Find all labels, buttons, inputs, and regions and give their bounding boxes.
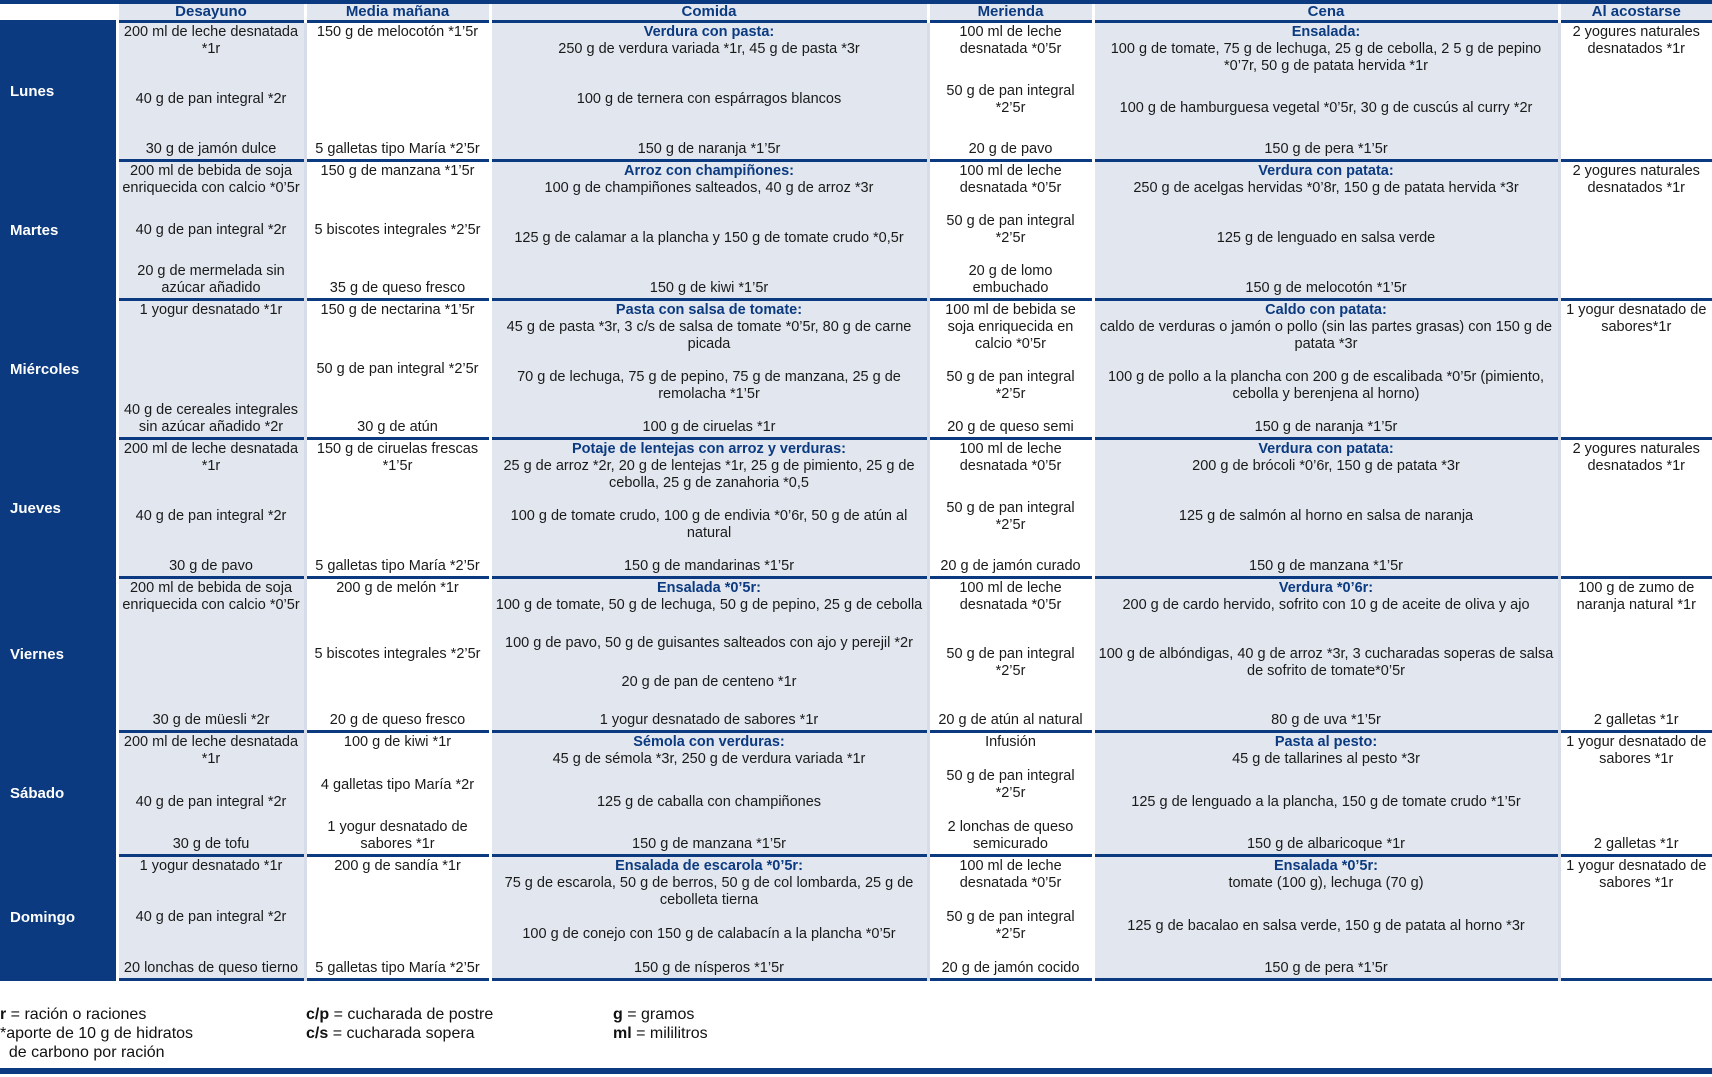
day-row — [0, 732, 1712, 856]
meal-item: 100 g de zumo de naranja natural *1r — [1576, 580, 1696, 613]
cell-media-manana — [305, 578, 490, 732]
meal-item: 125 g de calamar a la plancha y 150 g de tomate crudo *0,5r — [514, 230, 904, 246]
meal-item: 40 g de pan integral *2r — [135, 793, 287, 810]
header-row — [0, 4, 1712, 22]
meal-item: 150 g de melocotón *1’5r — [1245, 280, 1407, 296]
meal-item: 100 ml de leche desnatada *0’5r — [959, 858, 1062, 891]
meal-item: 100 g de champiñones salteados, 40 g de arroz *3r — [544, 180, 874, 196]
meal-item: 200 g de melón *1r — [336, 580, 459, 596]
meal-item: 100 ml de leche desnatada *0’5r — [959, 580, 1062, 613]
meal-item: 40 g de pan integral *2r — [135, 909, 287, 925]
meal-item: 35 g de queso fresco — [329, 280, 466, 296]
dish-title: Sémola con verduras: — [633, 734, 785, 750]
header-cena: Cena — [1093, 4, 1559, 22]
meal-item: 20 g de queso fresco — [329, 712, 466, 728]
cell-media-manana — [305, 732, 490, 856]
meal-item: 50 g de pan integral *2’5r — [946, 499, 1075, 533]
cell-al-acostarse — [1559, 856, 1712, 980]
cell-al-acostarse — [1559, 732, 1712, 856]
meal-item: 2 yogures naturales desnatados *1r — [1572, 441, 1700, 474]
meal-item: 125 g de lenguado en salsa verde — [1216, 230, 1436, 246]
meal-item: 100 g de albóndigas, 40 g de arroz *3r, 3 cucharadas soperas de salsa de sofrito de tomate*0’5r — [1098, 646, 1554, 679]
meal-item: 2 galletas *1r — [1593, 712, 1679, 728]
meal-item: 50 g de pan integral *2’5r — [946, 82, 1075, 116]
header-media-manana: Media mañana — [305, 4, 490, 22]
meal-item: 50 g de pan integral *2’5r — [316, 360, 479, 377]
cell-merienda — [928, 856, 1093, 980]
cell-al-acostarse — [1559, 22, 1712, 161]
cell-cena — [1093, 732, 1559, 856]
meal-item: 100 ml de leche desnatada *0’5r — [959, 163, 1062, 196]
meal-item: 200 g de cardo hervido, sofrito con 10 g de aceite de oliva y ajo — [1122, 597, 1530, 613]
cell-merienda — [928, 161, 1093, 300]
meal-item: 20 g de lomo embuchado — [968, 263, 1053, 296]
dish-title: Ensalada *0’5r: — [657, 580, 761, 596]
meal-item: 150 g de mandarinas *1’5r — [623, 558, 795, 574]
meal-item: 45 g de tallarines al pesto *3r — [1232, 751, 1420, 767]
cell-al-acostarse — [1559, 578, 1712, 732]
meal-item: 100 ml de leche desnatada *0’5r — [959, 24, 1062, 57]
meal-item: 150 g de manzana *1’5r — [632, 836, 786, 852]
meal-item: 100 g de conejo con 150 g de calabacín a la plancha *0’5r — [522, 926, 896, 942]
cell-cena — [1093, 300, 1559, 439]
meal-item: 150 g de pera *1’5r — [1264, 960, 1388, 976]
meal-item: 5 biscotes integrales *2’5r — [314, 221, 481, 238]
meal-item: 20 g de atún al natural — [938, 712, 1083, 728]
meal-item: 2 lonchas de queso semicurado — [947, 819, 1074, 852]
cell-comida — [490, 161, 928, 300]
cell-comida — [490, 300, 928, 439]
cell-desayuno — [117, 578, 305, 732]
meal-item: 125 g de salmón al horno en salsa de naranja — [1178, 508, 1474, 524]
cell-al-acostarse — [1559, 439, 1712, 578]
cell-comida — [490, 439, 928, 578]
cell-desayuno — [117, 161, 305, 300]
legend-item: ml = mililitros — [613, 1025, 708, 1042]
cell-cena — [1093, 439, 1559, 578]
cell-merienda — [928, 578, 1093, 732]
meal-item: 30 g de müesli *2r — [152, 712, 270, 728]
meal-item: 150 g de albaricoque *1r — [1246, 836, 1405, 852]
meal-item: 4 galletas tipo María *2r — [320, 776, 475, 793]
dish-title: Verdura con patata: — [1258, 441, 1394, 457]
cell-media-manana — [305, 856, 490, 980]
meal-item: 250 g de verdura variada *1r, 45 g de pasta *3r — [558, 41, 860, 57]
meal-item: 50 g de pan integral *2’5r — [946, 768, 1075, 801]
cell-merienda — [928, 439, 1093, 578]
meal-item: 1 yogur desnatado de sabores *1r — [327, 819, 468, 852]
cell-cena — [1093, 161, 1559, 300]
cell-media-manana — [305, 161, 490, 300]
meal-item: 2 galletas *1r — [1593, 836, 1679, 852]
cell-comida — [490, 856, 928, 980]
day-row — [0, 161, 1712, 300]
header-desayuno: Desayuno — [117, 4, 305, 22]
meal-item: 70 g de lechuga, 75 g de pepino, 75 g de manzana, 25 g de remolacha *1’5r — [517, 369, 901, 402]
meal-item: 150 g de manzana *1’5r — [320, 163, 475, 179]
meal-item: 40 g de pan integral *2r — [135, 91, 287, 107]
cell-desayuno — [117, 439, 305, 578]
meal-item: 1 yogur desnatado de sabores *1r — [599, 711, 819, 728]
cell-merienda — [928, 22, 1093, 161]
day-label: Sábado — [0, 732, 117, 856]
meal-item: 20 g de pavo — [968, 141, 1053, 157]
meal-item: 20 g de pan de centeno *1r — [621, 673, 797, 690]
meal-item: 5 galletas tipo María *2’5r — [315, 141, 480, 157]
dish-title: Caldo con patata: — [1265, 302, 1387, 318]
meal-item: 2 yogures naturales desnatados *1r — [1572, 163, 1700, 196]
meal-item: 100 g de tomate, 75 g de lechuga, 25 g de cebolla, 2 5 g de pepino *0’7r, 50 g de patata hervida *1r — [1110, 41, 1542, 74]
day-label: Miércoles — [0, 300, 117, 439]
legend-item: c/s = cucharada sopera — [306, 1025, 475, 1042]
header-comida: Comida — [490, 4, 928, 22]
meal-item: tomate (100 g), lechuga (70 g) — [1228, 875, 1424, 891]
legend-col-3 — [613, 1005, 708, 1043]
legend-item: c/p = cucharada de postre — [306, 1006, 494, 1023]
meal-item: 20 lonchas de queso tierno — [123, 960, 299, 976]
meal-item: 30 g de pavo — [169, 558, 253, 574]
meal-item: 40 g de pan integral *2r — [135, 221, 287, 238]
meal-item: 100 g de tomate crudo, 100 g de endivia *0’6r, 50 g de atún al natural — [510, 508, 908, 541]
day-row — [0, 22, 1712, 161]
meal-item: 100 g de tomate, 50 g de lechuga, 50 g de pepino, 25 g de cebolla — [495, 597, 923, 613]
bottom-rule — [0, 1068, 1712, 1074]
meal-item: 20 g de mermelada sin azúcar añadido — [137, 263, 285, 296]
cell-al-acostarse — [1559, 161, 1712, 300]
meal-item: 100 g de pollo a la plancha con 200 g de escalibada *0’5r (pimiento, cebolla y berenjena al horno) — [1107, 369, 1545, 402]
meal-item: 50 g de pan integral *2’5r — [946, 369, 1075, 402]
header-merienda: Merienda — [928, 4, 1093, 22]
meal-item: 1 yogur desnatado *1r — [139, 302, 283, 318]
corner-cell — [0, 4, 117, 22]
cell-al-acostarse — [1559, 300, 1712, 439]
meal-item: 200 g de sandía *1r — [334, 858, 461, 874]
cell-comida — [490, 22, 928, 161]
legend-item: de carbono por ración — [0, 1044, 165, 1061]
meal-item: 150 g de pera *1’5r — [1264, 141, 1388, 157]
meal-item: 30 g de atún — [357, 419, 438, 435]
dish-title: Pasta al pesto: — [1274, 734, 1378, 750]
cell-comida — [490, 732, 928, 856]
day-label: Domingo — [0, 856, 117, 980]
meal-item: 1 yogur desnatado de sabores*1r — [1566, 302, 1707, 335]
day-label: Lunes — [0, 22, 117, 161]
meal-item: 45 g de pasta *3r, 3 c/s de salsa de tomate *0’5r, 80 g de carne picada — [506, 319, 912, 352]
meal-item: Infusión — [985, 734, 1036, 750]
meal-item: 100 g de hamburguesa vegetal *0’5r, 30 g de cuscús al curry *2r — [1119, 99, 1533, 116]
meal-item: caldo de verduras o jamón o pollo (sin las partes grasas) con 150 g de patata *3r — [1099, 319, 1553, 352]
meal-item: 1 yogur desnatado de sabores *1r — [1566, 858, 1707, 891]
meal-item: 250 g de acelgas hervidas *0’8r, 150 g de patata hervida *3r — [1133, 180, 1519, 196]
cell-media-manana — [305, 439, 490, 578]
day-row — [0, 300, 1712, 439]
weekly-menu-table — [0, 4, 1712, 981]
meal-item: 100 g de kiwi *1r — [343, 734, 452, 750]
cell-media-manana — [305, 22, 490, 161]
meal-item: 125 g de caballa con champiñones — [596, 793, 822, 810]
meal-item: 5 galletas tipo María *2’5r — [315, 960, 480, 976]
legend-item: g = gramos — [613, 1006, 695, 1023]
meal-item: 150 g de nísperos *1’5r — [634, 960, 784, 976]
meal-item: 50 g de pan integral *2’5r — [946, 909, 1075, 942]
header-al-acostarse: Al acostarse — [1559, 4, 1712, 22]
cell-desayuno — [117, 732, 305, 856]
meal-item: 125 g de lenguado a la plancha, 150 g de tomate crudo *1’5r — [1131, 793, 1521, 810]
meal-item: 50 g de pan integral *2’5r — [946, 213, 1075, 246]
dish-title: Arroz con champiñones: — [623, 163, 794, 179]
meal-item: 100 g de ciruelas *1r — [642, 419, 776, 435]
day-label: Viernes — [0, 578, 117, 732]
cell-desayuno — [117, 300, 305, 439]
day-row — [0, 578, 1712, 732]
meal-item: 100 g de pavo, 50 g de guisantes salteados con ajo y perejil *2r — [505, 635, 913, 652]
legend-item: *aporte de 10 g de hidratos — [0, 1025, 194, 1042]
dish-title: Ensalada *0’5r: — [1274, 858, 1378, 874]
meal-item: 200 ml de bebida de soja enriquecida con calcio *0’5r — [122, 163, 300, 196]
meal-item: 20 g de jamón curado — [940, 558, 1081, 574]
meal-item: 20 g de jamón cocido — [941, 960, 1080, 976]
meal-item: 200 ml de leche desnatada *1r — [123, 734, 299, 767]
meal-item: 100 ml de bebida se soja enriquecida en calcio *0’5r — [945, 302, 1076, 352]
meal-item: 30 g de jamón dulce — [145, 141, 277, 157]
cell-merienda — [928, 300, 1093, 439]
meal-item: 200 ml de leche desnatada *1r — [123, 24, 299, 57]
meal-item: 45 g de sémola *3r, 250 g de verdura variada *1r — [552, 751, 866, 767]
dish-title: Verdura *0’6r: — [1278, 580, 1374, 596]
meal-item: 5 galletas tipo María *2’5r — [315, 558, 480, 574]
cell-desayuno — [117, 856, 305, 980]
meal-item: 40 g de pan integral *2r — [135, 508, 287, 524]
cell-cena — [1093, 856, 1559, 980]
dish-title: Ensalada: — [1291, 24, 1361, 40]
meal-item: 2 yogures naturales desnatados *1r — [1572, 24, 1700, 57]
meal-item: 150 g de naranja *1’5r — [637, 141, 781, 157]
dish-title: Verdura con pasta: — [643, 24, 775, 40]
meal-item: 100 g de ternera con espárragos blancos — [576, 91, 842, 107]
meal-item: 200 ml de bebida de soja enriquecida con calcio *0’5r — [122, 580, 300, 613]
meal-item: 80 g de uva *1’5r — [1271, 712, 1381, 728]
day-row — [0, 439, 1712, 578]
meal-item: 125 g de bacalao en salsa verde, 150 g de patata al horno *3r — [1127, 917, 1525, 934]
meal-item: 5 biscotes integrales *2’5r — [314, 646, 481, 662]
meal-item: 100 ml de leche desnatada *0’5r — [959, 441, 1062, 474]
meal-item: 200 g de brócoli *0’6r, 150 g de patata *3r — [1192, 458, 1460, 474]
legend-col-1 — [0, 1005, 193, 1062]
meal-item: 20 g de queso semi — [947, 419, 1074, 435]
meal-item: 150 g de manzana *1’5r — [1249, 558, 1403, 574]
day-row — [0, 856, 1712, 980]
cell-cena — [1093, 22, 1559, 161]
cell-desayuno — [117, 22, 305, 161]
meal-item: 150 g de melocotón *1’5r — [316, 24, 479, 40]
meal-item: 150 g de ciruelas frescas *1’5r — [316, 441, 479, 474]
meal-item: 200 ml de leche desnatada *1r — [123, 441, 299, 474]
cell-media-manana — [305, 300, 490, 439]
meal-item: 1 yogur desnatado de sabores *1r — [1566, 734, 1707, 767]
meal-item: 75 g de escarola, 50 g de berros, 50 g de col lombarda, 25 g de cebolleta tierna — [504, 875, 914, 908]
day-label: Martes — [0, 161, 117, 300]
cell-comida — [490, 578, 928, 732]
legend-col-2 — [306, 1005, 493, 1043]
meal-item: 50 g de pan integral *2’5r — [946, 646, 1075, 679]
meal-item: 40 g de cereales integrales sin azúcar añadido *2r — [123, 402, 299, 435]
dish-title: Pasta con salsa de tomate: — [615, 302, 803, 318]
meal-item: 30 g de tofu — [172, 836, 250, 852]
cell-cena — [1093, 578, 1559, 732]
meal-item: 25 g de arroz *2r, 20 g de lentejas *1r, 25 g de pimiento, 25 g de cebolla, 25 g de zanahoria *0,5 — [503, 458, 915, 491]
meal-item: 150 g de naranja *1’5r — [1254, 419, 1398, 435]
day-label: Jueves — [0, 439, 117, 578]
meal-item: 150 g de kiwi *1’5r — [649, 280, 769, 296]
meal-item: 150 g de nectarina *1’5r — [320, 302, 475, 318]
cell-merienda — [928, 732, 1093, 856]
dish-title: Potaje de lentejas con arroz y verduras: — [572, 441, 846, 457]
meal-item: 1 yogur desnatado *1r — [139, 858, 283, 874]
dish-title: Ensalada de escarola *0’5r: — [615, 858, 803, 874]
legend-item: r = ración o raciones — [0, 1006, 147, 1023]
dish-title: Verdura con patata: — [1258, 163, 1394, 179]
